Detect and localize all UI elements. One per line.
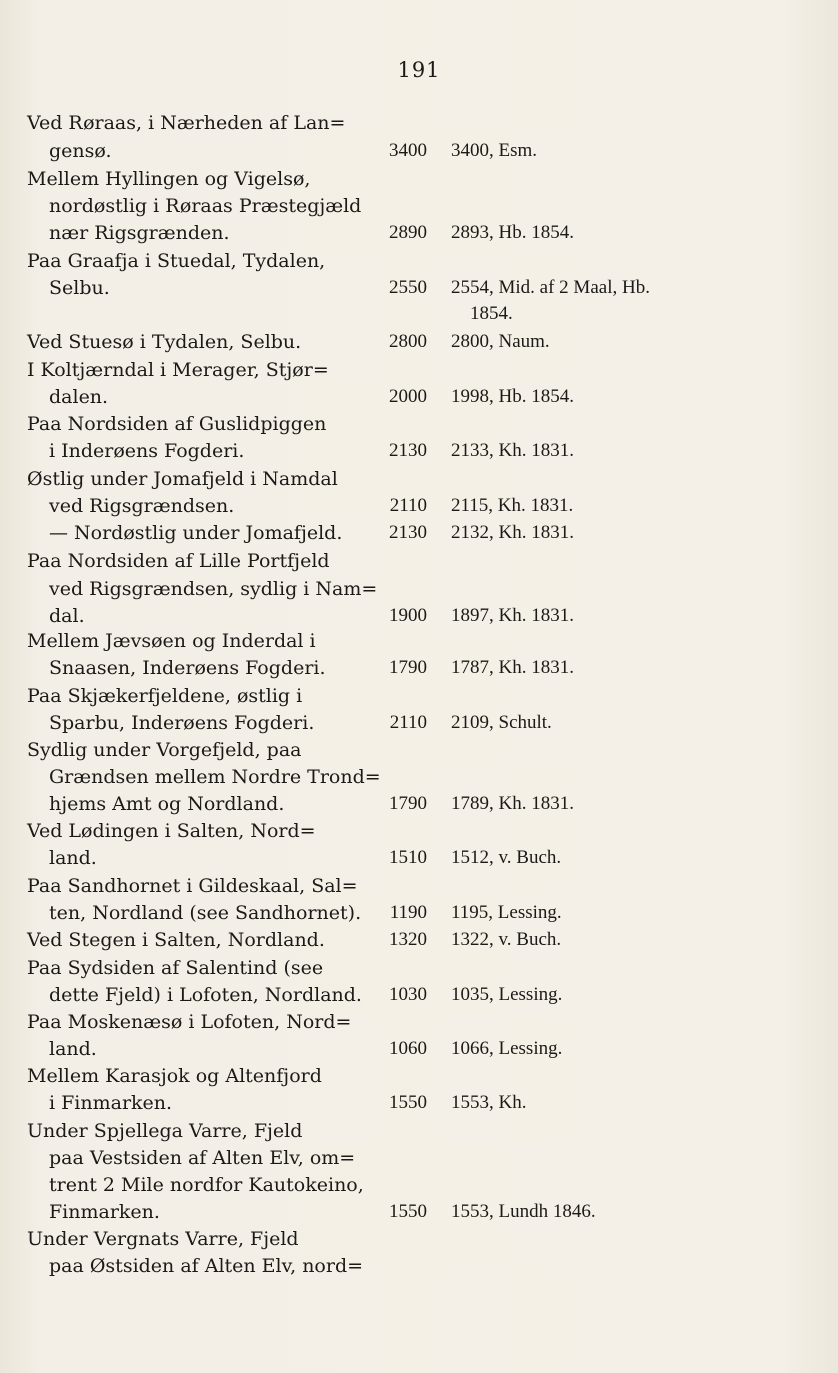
entry-text-line: Ved Røraas, i Nærheden af Lan=	[27, 112, 346, 134]
entry-height: 2890	[389, 222, 427, 243]
entry-source: 1854.	[470, 303, 513, 324]
entry-text-line: Paa Graafja i Stuedal, Tydalen,	[27, 250, 326, 272]
entry-height: 2000	[389, 386, 427, 407]
entry-source: 1066, Lessing.	[451, 1038, 563, 1059]
entry-source: 2109, Schult.	[451, 712, 552, 733]
entry-text-line: land.	[49, 847, 97, 869]
entry-height: 2130	[389, 522, 427, 543]
entry-text-line: Paa Sandhornet i Gildeskaal, Sal=	[27, 875, 358, 897]
entry-source: 1322, v. Buch.	[451, 929, 562, 950]
entry-text-line: ten, Nordland (see Sandhornet).	[49, 902, 362, 924]
entry-text-line: Ved Stegen i Salten, Nordland.	[27, 929, 325, 951]
entry-text-line: paa Østsiden af Alten Elv, nord=	[49, 1255, 364, 1277]
entry-source: 2115, Kh. 1831.	[451, 495, 574, 516]
entry-text-line: ved Rigsgrændsen, sydlig i Nam=	[49, 578, 378, 600]
entry-text-line: dal.	[49, 605, 85, 627]
entry-height: 1900	[389, 605, 427, 626]
entry-text-line: Ved Stuesø i Tydalen, Selbu.	[27, 331, 302, 353]
entry-source: 1789, Kh. 1831.	[451, 793, 574, 814]
entry-source: 2554, Mid. af 2 Maal, Hb.	[451, 277, 650, 298]
entry-text-line: dalen.	[49, 386, 109, 408]
entry-text-line: Under Spjellega Varre, Fjeld	[27, 1120, 303, 1142]
entry-height: 1790	[389, 793, 427, 814]
entry-height: 3400	[389, 140, 427, 161]
entry-text-line: Mellem Karasjok og Altenfjord	[27, 1065, 322, 1087]
entry-text-line: hjems Amt og Nordland.	[49, 793, 285, 815]
entry-text-line: Paa Nordsiden af Guslidpiggen	[27, 413, 327, 435]
entry-text-line: Finmarken.	[49, 1201, 160, 1223]
entry-text-line: Paa Nordsiden af Lille Portfjeld	[27, 550, 330, 572]
entry-text-line: Ved Lødingen i Salten, Nord=	[27, 820, 316, 842]
entry-height: 2110	[389, 495, 427, 516]
entry-text-line: Mellem Jævsøen og Inderdal i	[27, 630, 316, 652]
entry-height: 1790	[389, 657, 427, 678]
entry-text-line: Grændsen mellem Nordre Trond=	[49, 766, 381, 788]
entry-height: 2110	[389, 712, 427, 733]
entry-source: 2133, Kh. 1831.	[451, 440, 574, 461]
entry-height: 1060	[389, 1038, 427, 1059]
entry-source: 1512, v. Buch.	[451, 847, 562, 868]
entry-source: 1787, Kh. 1831.	[451, 657, 574, 678]
entry-text-line: Under Vergnats Varre, Fjeld	[27, 1228, 299, 1250]
entry-height: 2800	[389, 331, 427, 352]
entry-text-line: nordøstlig i Røraas Præstegjæld	[49, 195, 362, 217]
entry-text-line: Paa Moskenæsø i Lofoten, Nord=	[27, 1011, 352, 1033]
entry-source: 2893, Hb. 1854.	[451, 222, 574, 243]
entry-height: 2130	[389, 440, 427, 461]
entry-height: 1550	[389, 1092, 427, 1113]
entry-source: 1195, Lessing.	[451, 902, 562, 923]
entry-text-line: Snaasen, Inderøens Fogderi.	[49, 657, 326, 679]
entry-text-line: I Koltjærndal i Merager, Stjør=	[27, 359, 329, 381]
entry-source: 1035, Lessing.	[451, 984, 563, 1005]
entry-text-line: Mellem Hyllingen og Vigelsø,	[27, 168, 311, 190]
entry-text-line: land.	[49, 1038, 97, 1060]
entry-text-line: Selbu.	[49, 277, 110, 299]
entry-source: 1553, Lundh 1846.	[451, 1201, 596, 1222]
entry-source: 2800, Naum.	[451, 331, 550, 352]
entry-height: 1030	[389, 984, 427, 1005]
entry-source: 1553, Kh.	[451, 1092, 527, 1113]
entry-source: 3400, Esm.	[451, 140, 538, 161]
entry-text-line: trent 2 Mile nordfor Kautokeino,	[49, 1174, 364, 1196]
entry-text-line: nær Rigsgrænden.	[49, 222, 230, 244]
entry-text-line: Sydlig under Vorgefjeld, paa	[27, 739, 302, 761]
entry-text-line: dette Fjeld) i Lofoten, Nordland.	[49, 984, 362, 1006]
entry-source: 2132, Kh. 1831.	[451, 522, 574, 543]
entry-text-line: Paa Sydsiden af Salentind (see	[27, 957, 324, 979]
entry-height: 1320	[389, 929, 427, 950]
entry-height: 1190	[389, 902, 427, 923]
entry-text-line: gensø.	[49, 140, 112, 162]
entry-text-line: — Nordøstlig under Jomafjeld.	[49, 522, 343, 544]
page-number: 191	[397, 58, 441, 82]
entry-source: 1897, Kh. 1831.	[451, 605, 574, 626]
entry-height: 2550	[389, 277, 427, 298]
entry-height: 1550	[389, 1201, 427, 1222]
entry-text-line: i Finmarken.	[49, 1092, 173, 1114]
entry-text-line: ved Rigsgrændsen.	[49, 495, 235, 517]
entry-text-line: Sparbu, Inderøens Fogderi.	[49, 712, 315, 734]
entry-text-line: paa Vestsiden af Alten Elv, om=	[49, 1147, 356, 1169]
entry-source: 1998, Hb. 1854.	[451, 386, 574, 407]
entry-text-line: Paa Skjækerfjeldene, østlig i	[27, 685, 303, 707]
entry-height: 1510	[389, 847, 427, 868]
entry-text-line: i Inderøens Fogderi.	[49, 440, 245, 462]
entry-text-line: Østlig under Jomafjeld i Namdal	[27, 468, 338, 490]
